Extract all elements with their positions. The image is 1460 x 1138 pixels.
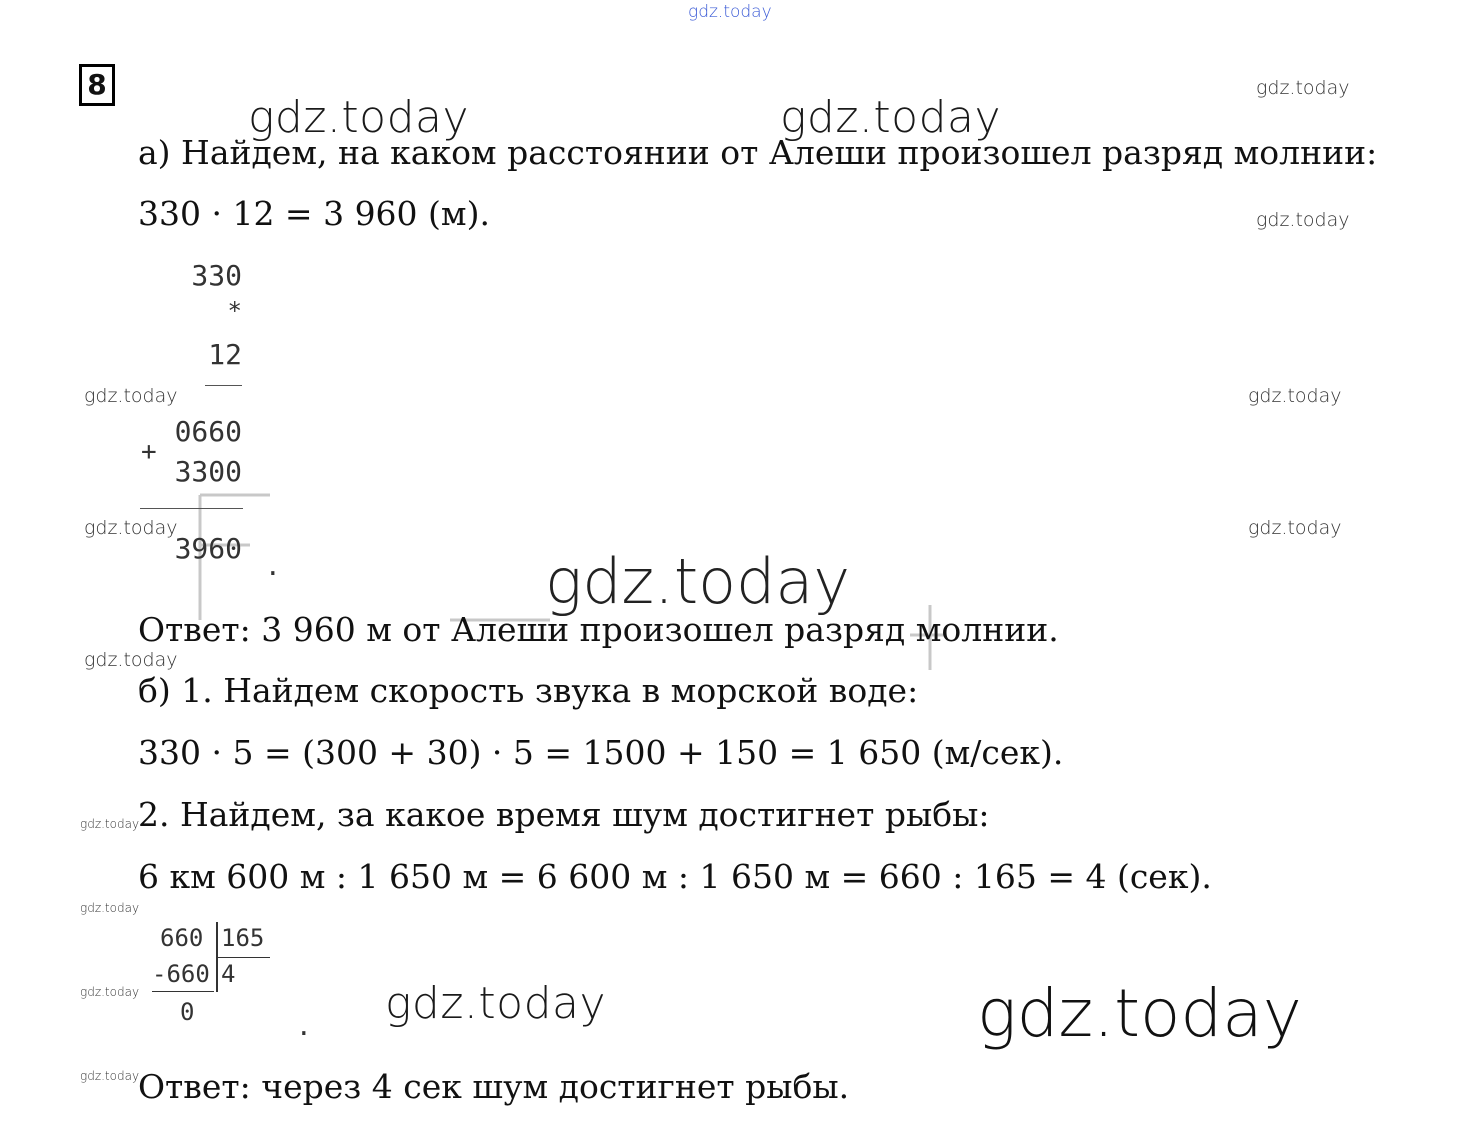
watermark-small: gdz.today bbox=[84, 517, 178, 539]
mult-multiplier: 12 bbox=[208, 338, 242, 371]
part-b-step2: 2. Найдем, за какое время шум достигнет рыбы: bbox=[138, 795, 990, 834]
watermark-small: gdz.today bbox=[1256, 209, 1350, 231]
div-subtract: -660 bbox=[152, 960, 210, 988]
div-quotient-rule bbox=[217, 957, 270, 958]
watermark-small: gdz.today bbox=[1248, 517, 1342, 539]
part-a-equation: 330 · 12 = 3 960 (м). bbox=[138, 194, 490, 233]
watermark-small: gdz.today bbox=[84, 649, 178, 671]
part-a-answer: Ответ: 3 960 м от Алеши произошел разряд молнии. bbox=[138, 610, 1059, 649]
part-b-step1: б) 1. Найдем скорость звука в морской воде: bbox=[138, 671, 919, 710]
div-dot: . bbox=[296, 1012, 312, 1042]
watermark-small: gdz.today bbox=[84, 385, 178, 407]
watermark-large: gdz.today bbox=[385, 978, 607, 1029]
mult-rule-2 bbox=[140, 508, 243, 509]
watermark-large: gdz.today bbox=[248, 92, 470, 143]
mult-partial-1: 0660 bbox=[174, 415, 242, 448]
mult-rule-1 bbox=[205, 385, 242, 386]
mult-plus: + bbox=[141, 437, 157, 467]
part-b-answer: Ответ: через 4 сек шум достигнет рыбы. bbox=[138, 1067, 850, 1106]
watermark-large: gdz.today bbox=[545, 545, 851, 618]
watermark-tiny: gdz.today bbox=[80, 901, 140, 915]
div-quotient: 4 bbox=[221, 960, 236, 988]
mult-partial-2: 3300 bbox=[174, 455, 242, 488]
watermark-large: gdz.today bbox=[780, 92, 1002, 143]
task-number-badge: 8 bbox=[79, 64, 115, 106]
watermark-tiny: gdz.today bbox=[80, 1069, 140, 1083]
div-remainder: 0 bbox=[180, 998, 195, 1026]
div-divisor: 165 bbox=[221, 924, 265, 952]
part-a-intro: а) Найдем, на каком расстоянии от Алеши произошел разряд молнии: bbox=[138, 133, 1378, 172]
watermark-top: gdz.today bbox=[688, 2, 772, 22]
mult-multiplicand: 330 bbox=[191, 259, 242, 292]
watermark-small: gdz.today bbox=[1256, 77, 1350, 99]
div-dividend: 660 bbox=[160, 924, 204, 952]
watermark-large: gdz.today bbox=[977, 975, 1302, 1052]
mult-result: 3960 bbox=[174, 532, 242, 565]
div-subtract-rule bbox=[152, 991, 214, 992]
mult-dot: . bbox=[265, 552, 281, 582]
watermark-tiny: gdz.today bbox=[80, 985, 140, 999]
mult-operator: * bbox=[227, 297, 242, 325]
part-b-eq1: 330 · 5 = (300 + 30) · 5 = 1500 + 150 = 1 650 (м/сек). bbox=[138, 733, 1064, 772]
watermark-small: gdz.today bbox=[1248, 385, 1342, 407]
watermark-tiny: gdz.today bbox=[80, 817, 140, 831]
part-b-eq2: 6 км 600 м : 1 650 м = 6 600 м : 1 650 м = 660 : 165 = 4 (сек). bbox=[138, 857, 1212, 896]
